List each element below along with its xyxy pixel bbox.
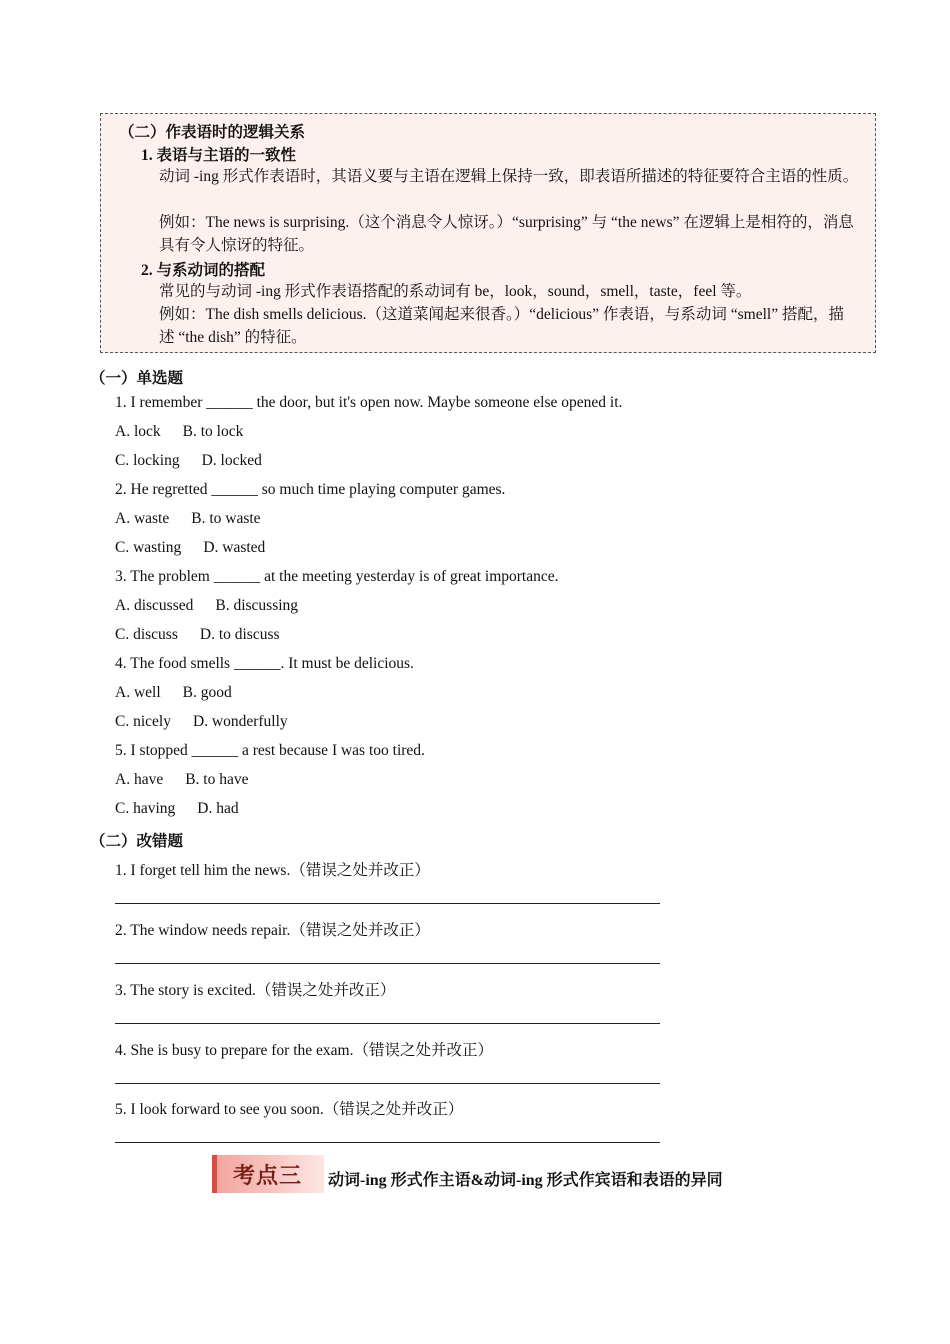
answer-line-2[interactable] — [115, 963, 660, 964]
question-2: 2. He regretted ______ so much time playing computer games. — [115, 481, 506, 498]
key-point-banner — [212, 1155, 324, 1193]
correction-item-2: 2. The window needs repair.（错误之处并改正） — [115, 922, 430, 939]
subheading-consistency: 1. 表语与主语的一致性 — [141, 147, 297, 164]
question-3: 3. The problem ______ at the meeting yesterday is of great importance. — [115, 568, 559, 585]
answer-line-1[interactable] — [115, 903, 660, 904]
answer-line-4[interactable] — [115, 1083, 660, 1084]
option-c[interactable]: C. discuss — [115, 626, 178, 643]
paragraph-linking-verbs: 常见的与动词 -ing 形式作表语搭配的系动词有 be，look，sound，smell，taste，feel 等。 — [159, 283, 752, 300]
option-b[interactable]: B. to waste — [191, 510, 261, 527]
logic-relation-box — [100, 113, 876, 353]
paragraph-example-dish: 例如：The dish smells delicious.（这道菜闻起来很香。）“delicious” 作表语，与系动词 “smell” 搭配，描述 “the dish” 的特征。 — [159, 306, 844, 346]
answer-line-3[interactable] — [115, 1023, 660, 1024]
answer-line-5[interactable] — [115, 1142, 660, 1143]
options-1-ab — [115, 423, 265, 441]
option-b[interactable]: B. to lock — [182, 423, 244, 440]
options-3-ab — [115, 597, 320, 615]
question-1: 1. I remember ______ the door, but it's open now. Maybe someone else opened it. — [115, 394, 623, 411]
option-a[interactable]: A. well — [115, 684, 161, 701]
options-4-ab — [115, 684, 254, 702]
option-a[interactable]: A. waste — [115, 510, 170, 527]
options-3-cd — [115, 626, 302, 644]
option-d[interactable]: D. wonderfully — [192, 713, 288, 730]
options-1-cd — [115, 452, 284, 470]
subheading-linking-verbs: 2. 与系动词的搭配 — [141, 262, 266, 279]
option-b[interactable]: B. discussing — [215, 597, 299, 614]
option-b[interactable]: B. good — [182, 684, 232, 701]
option-a[interactable]: A. discussed — [115, 597, 194, 614]
option-c[interactable]: C. locking — [115, 452, 180, 469]
option-c[interactable]: C. nicely — [115, 713, 171, 730]
correction-item-4: 4. She is busy to prepare for the exam.（错误之处并改正） — [115, 1042, 493, 1059]
option-a[interactable]: A. lock — [115, 423, 161, 440]
question-5: 5. I stopped ______ a rest because I was too tired. — [115, 742, 425, 759]
paragraph-consistency: 动词 -ing 形式作表语时，其语义要与主语在逻辑上保持一致，即表语所描述的特征要符合主语的性质。 — [159, 168, 859, 185]
option-d[interactable]: D. to discuss — [199, 626, 280, 643]
option-d[interactable]: D. wasted — [203, 539, 266, 556]
box-title: （二）作表语时的逻辑关系 — [119, 124, 306, 141]
correction-item-3: 3. The story is excited.（错误之处并改正） — [115, 982, 396, 999]
key-point-heading: 动词-ing 形式作主语&动词-ing 形式作宾语和表语的异同 — [328, 1172, 723, 1189]
option-d[interactable]: D. locked — [201, 452, 262, 469]
options-2-ab — [115, 510, 283, 528]
question-4: 4. The food smells ______. It must be delicious. — [115, 655, 414, 672]
correction-item-5: 5. I look forward to see you soon.（错误之处并改正） — [115, 1101, 464, 1118]
key-point-label: 考点三 — [233, 1164, 303, 1189]
option-c[interactable]: C. having — [115, 800, 176, 817]
options-4-cd — [115, 713, 310, 731]
options-2-cd — [115, 539, 287, 557]
correction-item-1: 1. I forget tell him the news.（错误之处并改正） — [115, 862, 430, 879]
option-c[interactable]: C. wasting — [115, 539, 182, 556]
option-a[interactable]: A. have — [115, 771, 164, 788]
section-error-correction-title: （二）改错题 — [90, 833, 184, 850]
paragraph-example-news: 例如：The news is surprising.（这个消息令人惊讶。）“surprising” 与 “the news” 在逻辑上是相符的，消息具有令人惊讶的特征。 — [159, 214, 854, 254]
option-d[interactable]: D. had — [197, 800, 239, 817]
option-b[interactable]: B. to have — [185, 771, 249, 788]
section-single-choice-title: （一）单选题 — [90, 370, 184, 387]
options-5-ab — [115, 771, 270, 789]
options-5-cd — [115, 800, 261, 818]
